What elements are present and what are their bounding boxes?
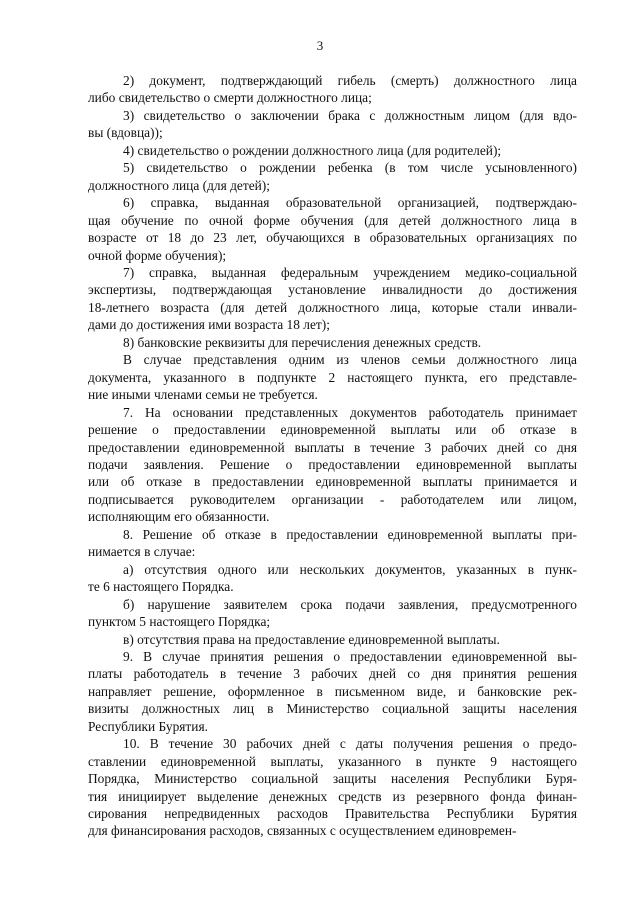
paragraph [88, 404, 577, 526]
text-line: или об отказе в предоставлении единовременной выплаты принимается и [88, 474, 577, 490]
text-line: В случае представления одним из членов семьи должностного лица [123, 352, 577, 368]
paragraph [88, 526, 577, 561]
text-line: подписывается руководителем организации - работодателем или лицом, [88, 491, 577, 507]
text-line: 6) справка, выданная образовательной организацией, подтверждаю- [123, 195, 577, 211]
text-line: либо свидетельство о смерти должностного лица; [88, 90, 372, 106]
text-line: нимается в случае: [88, 544, 196, 560]
paragraph [88, 159, 577, 194]
text-line: направляет решение, оформленное в письменном виде, и банковские рек- [88, 683, 577, 699]
paragraph [88, 142, 577, 159]
text-line: б) нарушение заявителем срока подачи заявления, предусмотренного [123, 596, 577, 612]
text-line: 7. На основании представленных документов работодатель принимает [123, 404, 577, 420]
text-line: платы работодатель в течение 3 рабочих дней со дня принятия решения [88, 666, 577, 682]
text-line: ставлении единовременной выплаты, указанного в пункте 9 настоящего [88, 753, 577, 769]
text-line: документа, указанного в подпункте 2 настоящего пункта, его представле- [88, 369, 577, 385]
text-line: для финансирования расходов, связанных с осуществлением единовремен- [88, 823, 517, 839]
text-line: 8. Решение об отказе в предоставлении единовременной выплаты при- [123, 526, 577, 542]
text-line: возрасте от 18 до 23 лет, обучающихся в образовательных организациях по [88, 230, 577, 246]
text-line: вы (вдовца)); [88, 125, 163, 141]
paragraph [88, 561, 577, 596]
text-line: те 6 настоящего Порядка. [88, 579, 234, 595]
page-number: 3 [316, 38, 324, 53]
text-line: 2) документ, подтверждающий гибель (смерть) должностного лица [123, 73, 577, 88]
paragraph [88, 72, 577, 107]
text-line: 9. В случае принятия решения о предоставлении единовременной вы- [123, 648, 577, 664]
text-line: пунктом 5 настоящего Порядка; [88, 614, 271, 630]
paragraph [88, 648, 577, 735]
text-line: 7) справка, выданная федеральным учреждением медико-социальной [123, 264, 577, 280]
text-line: решение о предоставлении единовременной выплаты или об отказе в [88, 422, 577, 438]
text-line: экспертизы, подтверждающая установление инвалидности до достижения [88, 282, 577, 298]
paragraph [88, 334, 577, 351]
text-line: 8) банковские реквизиты для перечисления денежных средств. [123, 334, 482, 350]
text-line: должностного лица (для детей); [88, 177, 270, 193]
paragraph [88, 194, 577, 264]
text-line: очной форме обучения); [88, 247, 227, 263]
text-line: тия инициирует выделение денежных средств из резервного фонда финан- [88, 788, 577, 804]
paragraph [88, 107, 577, 142]
text-line: 10. В течение 30 рабочих дней с даты получения решения о предо- [123, 736, 577, 752]
text-line: 3) свидетельство о заключении брака с должностным лицом (для вдо- [123, 107, 577, 123]
text-line: а) отсутствия одного или нескольких документов, указанных в пунк- [123, 561, 577, 577]
text-line: сирования непредвиденных расходов Правительства Республики Бурятия [88, 806, 577, 822]
paragraph [88, 264, 577, 334]
text-line: 18-летнего возраста (для детей должностного лица, которые стали инвали- [88, 299, 577, 315]
text-line: дами до достижения ими возраста 18 лет); [88, 317, 330, 333]
paragraph [88, 596, 577, 631]
text-line: подачи заявления. Решение о предоставлении единовременной выплаты [88, 456, 577, 472]
document-body [88, 72, 577, 840]
text-line: предоставлении единовременной выплаты в течение 3 рабочих дней со дня [88, 439, 577, 455]
text-line: 4) свидетельство о рождении должностного лица (для родителей); [123, 142, 502, 158]
text-line: щая обучение по очной форме обучения (для детей должностного лица в [88, 212, 577, 228]
text-line: в) отсутствия права на предоставление единовременной выплаты. [123, 631, 500, 647]
text-line: визиты должностных лиц в Министерство социальной защиты населения [88, 701, 577, 717]
paragraph [88, 735, 577, 840]
text-line: Порядка, Министерство социальной защиты населения Республики Буря- [88, 771, 577, 787]
text-line: исполняющим его обязанности. [88, 509, 270, 525]
text-line: Республики Бурятия. [88, 718, 208, 734]
text-line: ние иными членами семьи не требуется. [88, 387, 318, 403]
paragraph [88, 351, 577, 403]
paragraph [88, 631, 577, 648]
text-line: 5) свидетельство о рождении ребенка (в том числе усыновленного) [123, 160, 577, 176]
